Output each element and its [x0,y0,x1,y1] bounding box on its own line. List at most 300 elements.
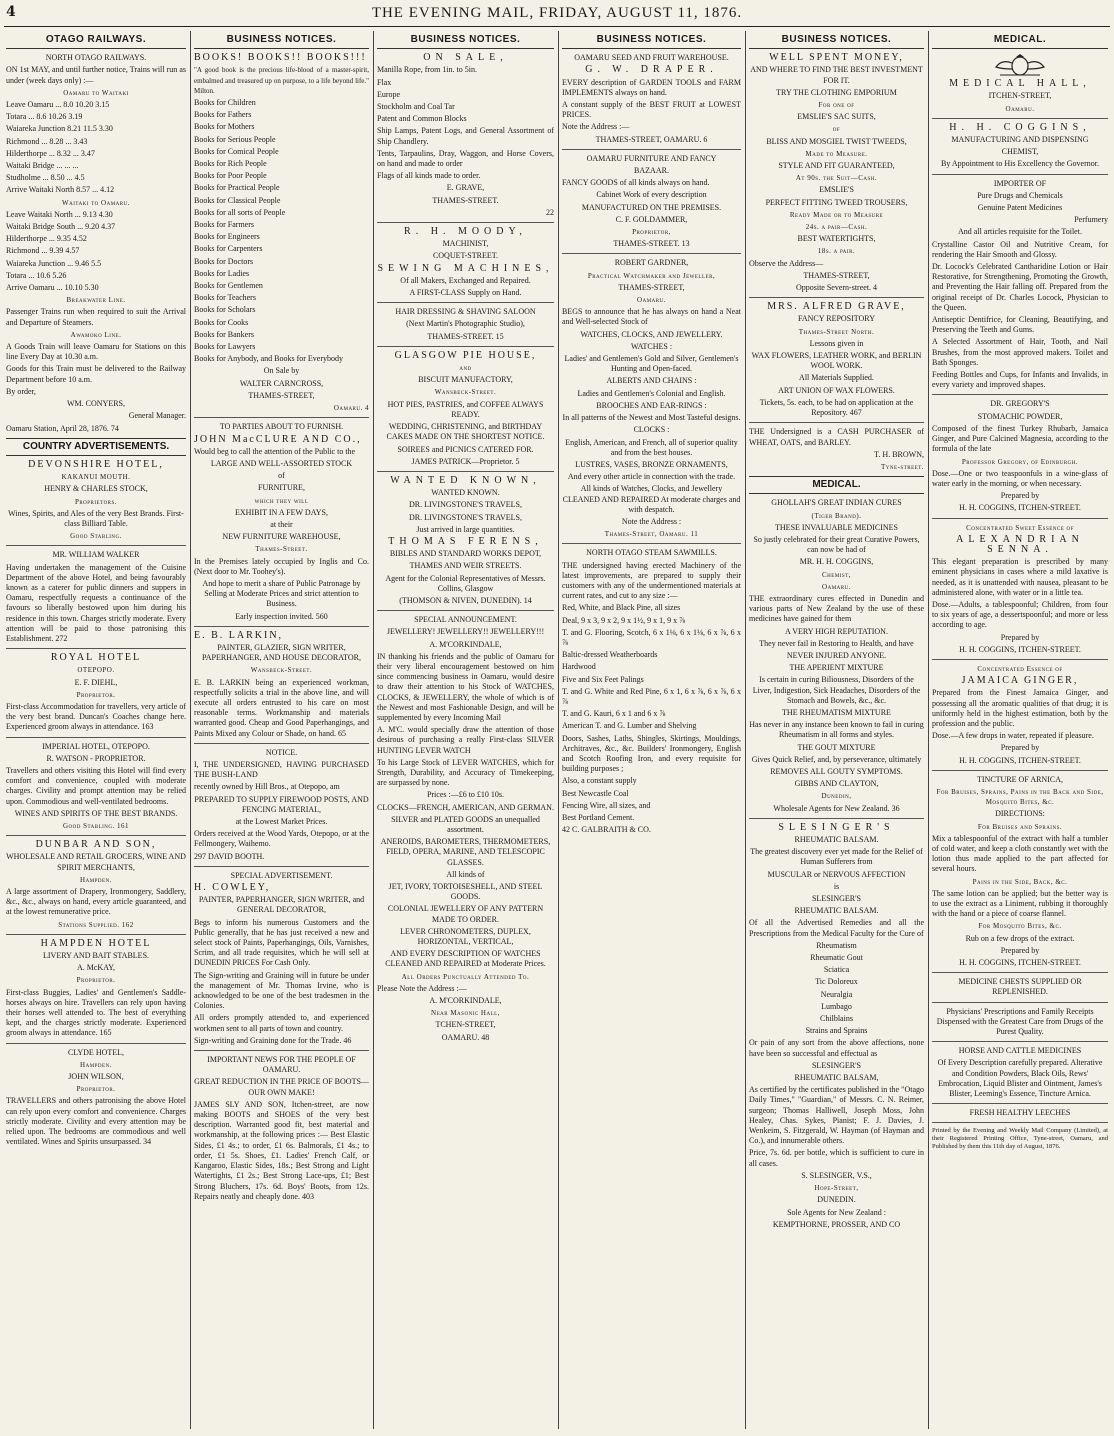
list-item: Books for Engineers [194,232,260,242]
ad-heading: DIRECTIONS: [995,809,1045,819]
column-medical [932,31,1108,1429]
ad-subtitle: WANTED KNOWN. [431,488,500,498]
ad-body: BEGS to announce that he has always on hand a Neat and Well-selected Stock of [562,307,741,327]
section-header: MEDICAL. [749,476,924,494]
ad-body: RHEUMATIC BALSAM, [794,1073,879,1083]
ad-body: WEDDING, CHRISTENING, and BIRTHDAY CAKES MADE ON THE SHORTEST NOTICE. [386,422,545,442]
ad-body: THE RHEUMATISM MIXTURE [782,707,891,717]
ad-role: Chemist, [821,570,852,579]
ad-body: To his Large Stock of LEVER WATCHES, which for Strength, Durability, and Accuracy of Timekeeping, are surpassed by none. [377,757,554,788]
ad-name: C. F. GOLDAMMER, [615,214,688,224]
line-title: Breakwater Line. [66,296,126,305]
timetable-row: Studholme ... 8.50 ... 4.5 [6,173,85,183]
ad-body: Has never in any instance been known to fail in curing Rheumatism in all forms and styles. [749,720,924,740]
ad-body: Note the Address :— [562,122,630,132]
paragraph: A Goods Train will leave Oamaru for Stations on this line Every Day at 10.30 a.m. [6,342,186,362]
ad-address: OAMARU. 48 [441,1032,490,1042]
line-title: Awamoko Line. [70,330,122,339]
ad-body: SILVER and PLATED GOODS an unequalled assortment. [391,814,540,834]
list-item: Books for Gentlemen [194,281,263,291]
ad-body: RHEUMATIC BALSAM. [794,906,879,916]
ad-note: Good Stabling. [70,532,122,541]
ad-title: GHOLLAH'S GREAT INDIAN CURES [771,498,902,508]
ad-address: Opposite Severn-street. 4 [795,283,878,293]
list-item: A Selected Assortment of Hair, Tooth, and Nail Brushes, from the most approved makers. Toilet and Bath Sponges. [932,337,1108,367]
ad-title: GREAT REDUCTION IN THE PRICE OF BOOTS—OUR OWN MAKE! [194,1077,369,1097]
ad-body: Prepared by [1000,632,1040,642]
ad-body: Gives Quick Relief, and, by perseverance, ultimately [751,754,922,764]
ad-body: So justly celebrated for their great Curative Powers, can now be had of [753,534,920,555]
list-item: Hardwood [562,662,596,672]
ad-body: SLESINGER'S [811,894,861,904]
paragraph: Passenger Trains run when required to suit the Arrival and Departure of Steamers. [6,307,186,327]
ad-body: Cabinet Work of every description [596,190,707,200]
ad-signature: JAMES PATRICK—Proprietor. 5 [411,456,520,466]
ad-body: TRY THE CLOTHING EMPORIUM [776,87,897,97]
list-item: Tic Doloreux [815,977,858,987]
route-title: Oamaru to Waitaki [63,88,129,97]
ad-title: MEDICAL HALL, [949,78,1091,90]
list-item: Books for Serious People [194,134,276,144]
ad-body: BROOCHES AND EAR-RINGS : [596,400,707,410]
section-header: BUSINESS NOTICES. [194,31,369,49]
ad-body: ART UNION OF WAX FLOWERS. [778,385,895,395]
list-item: Books for all sorts of People [194,207,286,217]
section-header: COUNTRY ADVERTISEMENTS. [6,438,186,456]
timetable-row: Leave Waitaki North ... 9.13 4.30 [6,209,113,219]
timetable-row: Waiareka Junction 8.21 11.5 3.30 [6,124,113,134]
ad-title: FRESH HEALTHY LEECHES [969,1108,1071,1118]
timetable-row: Richmond ... 8.28 ... 3.43 [6,136,88,146]
ad-body: In all patterns of the Newest and Most Tasteful designs. [562,413,741,423]
ad-body: EMSLIE'S [819,185,854,195]
ad-body: WATCHES, CLOCKS, AND JEWELLERY. [580,329,723,339]
ad-body: ALBERTS AND CHAINS : [606,376,697,386]
ad-body: All kinds of Watches, Clocks, and Jewellery CLEANED AND REPAIRED At moderate charges and with despatch. [562,484,741,514]
timetable-row: Waitaki Bridge South ... 9.20 4.37 [6,222,116,232]
ad-subtitle: PAINTER, PAPERHANGER, SIGN WRITER, and GENERAL DECORATOR, [198,895,365,915]
ad-body: EVERY description of GARDEN TOOLS and FARM IMPLEMENTS always on hand. [562,77,741,97]
ad-address: THAMES-STREET, [248,390,315,400]
timetable-row: Hilderthorpe ... 8.32 ... 3.47 [6,148,95,158]
ad-subtitle: OTEPOPO. [77,666,115,675]
list-item: T. and G. White and Red Pine, 6 x 1, 6 x ⅞, 6 x ⅞, 6 x ⅞ [562,686,741,706]
page-number: 4 [6,4,16,20]
timetable-row: Arrive Waitaki North 8.57 ... 4.12 [6,185,115,195]
ad-title: DEVONSHIRE HOTEL, [28,458,164,470]
ad-body: Orders received at the Wood Yards, Otepopo, or at the Fellmongery, Waihemo. [194,829,369,849]
ad-address: TCHEN-STREET, [435,1020,496,1030]
timetable-up [6,210,186,293]
ad-body: Note the Address : [621,516,682,526]
ad-body: On Sale by [263,366,300,376]
ad-address: THAMES-STREET, [803,270,870,280]
ad-signature: S. SLESINGER, V.S., [801,1170,872,1180]
list-item: Books for Cooks [194,317,249,327]
timetable-row: Waitaki Bridge ... ... ... [6,161,79,171]
ad-body: Of all Makers, Exchanged and Repaired. [400,275,531,285]
imprint: Printed by the Evening and Weekly Mail Company (Limited), at their Registered Printing Office, Tyne-street, Oamaru, and Published by them this 11th day of August, 1876. [932,1127,1108,1151]
column-business-notices-3 [562,31,741,1429]
ad-body: Prepared by [1000,945,1040,955]
ad-body: 18s. a pair. [817,247,856,256]
section-header: BUSINESS NOTICES. [562,31,741,49]
list-item: Crystalline Castor Oil and Nutritive Cream, for rendering the Hair Smooth and Glossy. [932,239,1108,259]
ad-body: Composed of the finest Turkey Rhubarb, Jamaica Ginger, and Pure Calcined Magnesia, according to the formula of the late [932,423,1108,454]
ad-body: Just arrived in large quantities. [416,524,515,534]
ad-subtitle: KAKANUI MOUTH. [61,473,131,482]
ad-subtitle: WHOLESALE AND RETAIL GROCERS, WINE AND SPIRIT MERCHANTS, [6,852,186,872]
ad-address: Hope-Street, [814,1184,859,1193]
ad-title: I, THE UNDERSIGNED, HAVING PURCHASED THE BUSH-LAND [194,759,369,780]
column-business-notices-2 [377,31,554,1429]
ad-subtitle: BAZAAR. [634,166,669,176]
ad-location: Oamaru. [637,296,666,305]
ad-body: Please Note the Address :— [377,983,467,993]
section-header: MEDICAL. [932,31,1108,49]
ad-title: HAIR DRESSING & SHAVING SALOON [395,307,536,317]
list-item: Books for Rich People [194,159,267,169]
ad-body: which they will [254,496,309,505]
ad-signature: 297 DAVID BOOTH. [194,851,265,861]
sale-list [377,65,554,181]
column-business-notices-4 [749,31,924,1429]
ad-name: G. W. DRAPER. [585,64,718,76]
ad-role: Proprietor. [76,690,116,699]
ad-body: Dose.—Adults, a tablespoonful; Children, from four to six years of age, a dessertspoonful; and more or less according to age. [932,599,1108,630]
timetable-row: Hilderthorpe ... 9.35 4.52 [6,234,87,244]
ad-body: A. M'C. would specially draw the attention of those desirous of purchasing a really First-class SILVER HUNTING LEVER WATCH [377,725,554,755]
ad-title: JAMAICA GINGER, [961,675,1079,687]
ad-body: CLOCKS—FRENCH, AMERICAN, AND GERMAN. [377,802,554,812]
ad-heading: SPECIAL ANNOUNCEMENT. [414,615,517,625]
column-divider [928,31,929,1429]
ad-role: Proprietors. [74,497,118,506]
ad-subtitle: LIVERY AND BAIT STABLES. [42,951,150,961]
ad-body: STYLE AND FIT GUARANTEED, [778,161,895,171]
ad-body: As certified by the certificates published in the "Otago Daily Times," "Guardian," of Messrs. C. N. Reimer, surgeon; Thomas Halliwell, Joseph Moss, John Healey, Chas. Sykes, Pianist; F. J. Davies, J. Wenkeim, S. Fitzgerald, W. Hayman (of Hayman and Co.), and innumerable others. [749,1085,924,1146]
ad-title: ALEXANDRIAN SENNA. [956,533,1084,555]
ad-address: Tyne-street. [881,462,924,471]
list-item: Flags of all kinds made to order. [377,171,481,181]
ad-address: THAMES-STREET, OAMARU. 6 [595,134,708,144]
signature-role: General Manager. [128,411,186,421]
column-otago-railways [6,31,186,1429]
ad-role: Proprietor. [76,976,116,985]
ad-title: TINCTURE OF ARNICA, [976,774,1063,784]
ad-body: THESE INVALUABLE MEDICINES [775,522,898,532]
list-item: Baltic-dressed Weatherboards [562,650,658,660]
list-item: T. and G. Kauri, 6 x 1 and 6 x ⅞ [562,709,666,719]
ad-signature: H. H. COGGINS, ITCHEN-STREET. [959,644,1081,654]
timetable-row: Leave Oamaru ... 8.0 10.20 3.15 [6,100,110,110]
ad-body: PREPARED TO SUPPLY FIREWOOD POSTS, AND FENCING MATERIAL, [194,794,369,814]
ad-title: MEDICINE CHESTS SUPPLIED OR REPLENISHED. [958,977,1082,997]
ad-body: THE GOUT MIXTURE [797,742,876,752]
ad-body: All orders promptly attended to, and experienced workmen sent to all parts of town and country. [194,1013,369,1033]
ad-name: E. GRAVE, [446,183,485,193]
ad-body: And hope to merit a share of Public Patronage by Selling at Moderate Prices and strict attention to Business. [202,578,361,609]
ad-body: In the Premises lately occupied by Inglis and Co. (Next door to Mr. Toohey's). [194,556,369,576]
list-item: Patent and Common Blocks [377,114,467,124]
ad-title: OAMARU SEED AND FRUIT WAREHOUSE. [574,53,729,63]
list-item: Rheumatic Gout [810,953,863,963]
ad-body: A constant supply of the BEST FRUIT at LOWEST PRICES. [562,100,741,120]
ad-body: Sign-writing and Graining done for the Trade. 46 [194,1035,352,1045]
ad-signature: H. H. COGGINS, ITCHEN-STREET. [959,958,1081,968]
ad-address: THAMES-STREET. 13 [613,239,690,249]
ad-subtitle: For Bruises, Sprains, Pains in the Back and Side, Mosquito Bites, &c. [936,787,1104,807]
list-item: Chilblains [820,1014,853,1024]
royal-crest-icon [932,53,1108,77]
ad-body: Travellers and others visiting this Hotel will find every comfort and convenience, coupled with moderate charges. Civility and prompt attention may be relied upon. Commodious and well-ventilated bedrooms. [6,765,186,806]
ad-body: AND EVERY DESCRIPTION OF WATCHES CLEANED AND REPAIRED at Moderate Prices. [385,949,546,969]
dateline: Oamaru Station, April 28, 1876. 74 [6,423,119,433]
list-item: Books for Ladies [194,268,250,278]
ad-heading: Concentrated Essence of [977,664,1063,673]
list-item: Books for Classical People [194,195,281,205]
ad-subtitle: BIBLES AND STANDARD WORKS DEPOT, [389,549,542,559]
ad-title: SLESINGER'S [778,821,895,833]
ad-body: FURNITURE, [258,483,305,493]
list-item: Fencing Wire, all sizes, and [562,800,651,810]
ad-title: DUNBAR AND SON, [35,839,157,851]
ad-body: And every other article in connection with the trade. [567,472,736,482]
ad-body: Wines, Spirits, and Ales of the very Best Brands. First-class Billiard Table. [8,508,184,528]
list-item: Ship Lamps, Patent Logs, and General Assortment of Ship Chandlery. [377,126,554,146]
ad-address: Thames-Street North. [798,327,875,336]
ad-name: THOMAS FERENS, [388,535,543,547]
ad-name: JOHN WILSON, [68,1072,124,1082]
ad-title: BOOKS! BOOKS!! BOOKS!!! [194,52,367,64]
ad-body: COLONIAL JEWELLERY OF ANY PATTERN MADE TO ORDER. [387,904,544,924]
ad-title: MR. WILLIAM WALKER [52,550,140,560]
ad-body: EMSLIE'S SAC SUITS, [797,112,876,122]
ad-name: A. McKAY, [76,963,115,973]
ad-body: REMOVES ALL GOUTY SYMPTOMS. [770,766,903,776]
ad-body: and [459,364,472,373]
ad-body: 24s. a pair—Cash. [805,223,868,232]
list-item: Books for Poor People [194,171,267,181]
ad-body: Genuine Patent Medicines [977,203,1063,213]
ad-body: Prepared by [1000,743,1040,753]
ad-note: Good Stabling. 161 [62,822,130,830]
ad-subtitle: Practical Watchmaker and Jeweller, [587,271,716,280]
ad-address: THAMES-STREET. [432,195,499,205]
list-item: Books for Carpenters [194,244,263,254]
ad-body: of [278,471,285,481]
ad-title: CLYDE HOTEL, [67,1047,125,1057]
ad-body: They never fail in Restoring to Health, and have [759,638,914,648]
ad-body: Dose.—One or two teaspoonfuls in a wine-glass of water early in the morning, or when necessary. [932,468,1108,488]
route-title: Waitaki to Oamaru. [62,198,130,207]
ad-body: NEW FURNITURE WAREHOUSE, [222,532,341,542]
ad-body: Wholesale Agents for New Zealand. 36 [773,803,900,813]
list-item: Europe [377,89,401,99]
ad-title: H. H. COGGINS, [949,121,1091,133]
ad-role: Proprietor. [76,1085,116,1094]
ad-body: Perfumery [1074,215,1108,225]
ad-heading: Pains in the Side, Back, &c. [972,877,1068,886]
ad-body: DR. LIVINGSTONE'S TRAVELS, [408,500,522,510]
ad-name: R. WATSON - PROPRIETOR. [46,753,146,763]
ad-name: GIBBS AND CLAYTON, [794,779,879,789]
ad-body: THE Undersigned is a CASH PURCHASER of WHEAT, OATS, and BARLEY. [749,427,924,447]
ad-body: Early inspection invited. 560 [235,611,328,621]
ad-heading: For Bruises and Sprains. [977,822,1063,831]
toilet-products-list [932,240,1108,391]
column-business-notices-1 [194,31,369,1429]
ad-title: IMPERIAL HOTEL, OTEPOPO. [42,741,150,751]
paragraph: By order, [6,386,36,396]
ad-role: Proprietor, [632,228,671,237]
ad-body: Dose.—A few drops in water, repeated if pleasure. [932,731,1094,741]
ad-title: MRS. ALFRED GRAVE, [767,301,906,313]
ad-body: WAX FLOWERS, LEATHER WORK, and BERLIN WOOL WORK. [751,351,922,371]
ad-address: Thames-Street, Oamaru. 11 [604,530,699,539]
ad-body: Rub on a few drops of the extract. [965,933,1075,943]
section-header: OTAGO RAILWAYS. [6,31,186,49]
ad-location: Dunedin, [821,792,852,801]
section-header: BUSINESS NOTICES. [377,31,554,49]
ailments-list [749,941,924,1037]
ad-title: ROYAL HOTEL [50,652,142,664]
ad-body: First-class Buggies, Ladies' and Gentlemen's Saddle-horses always on hire. Travellers can rely upon having their horses well attended to. The best of everything kept, and the charges strictly moderate. Experienced groom always in attendance. 165 [6,987,186,1038]
ad-body: EXHIBIT IN A FEW DAYS, [235,507,328,517]
ad-body: Observe the Address— [749,258,824,268]
ad-body: JET, IVORY, TORTOISESHELL, AND STEEL GOODS. [388,882,543,902]
list-item: Books for Lawyers [194,342,256,352]
sawmill-list [562,603,741,823]
ad-address: COQUET-STREET. [432,251,499,261]
crest-graphic [990,53,1050,77]
ad-body: ANEROIDS, BAROMETERS, THERMOMETERS, FIELD, OPERA, MARINE, AND TELESCOPIC GLASSES. [380,837,551,867]
ad-subtitle: BISCUIT MANUFACTORY, [418,375,513,385]
list-item: Books for Doctors [194,256,254,266]
ad-name: MR. H. H. COGGINS, [799,557,874,567]
ad-number: 22 [546,207,554,217]
ad-body: All kinds of [446,869,485,879]
ad-body: LEVER CHRONOMETERS, DUPLEX, HORIZONTAL, VERTICAL, [400,926,531,947]
list-item: Neuralgia [820,989,853,999]
ad-body: TRAVELLERS and others patronising the above Hotel can rely upon every comfort and convenience. Charges strictly moderate. Civility and every attention may be relied upon. The bedrooms are commodious and well ventilated. Wines and Spirits unsurpassed. 34 [6,1096,186,1147]
ad-signature: 42 C. GALBRAITH & CO. [562,825,651,835]
list-item: Tents, Tarpaulins, Dray, Waggon, and Horse Covers, on hand and made to order [377,148,554,169]
list-item: Doors, Sashes, Laths, Shingles, Skirtings, Mouldings, Architraves, &c., &c. Builders' Ironmongery, English and Scotch Roofing Iron, and every requisite for building purposes ; [562,733,741,774]
ad-body: Of Every Description carefully prepared. Alterative and Condition Powders, Black Oils, Rews' Embrocation, Liquid Blister and Ointment, James's Blister, Leeming's Essence, Tincture Arnica. [937,1058,1103,1099]
ad-title: R. H. MOODY, [404,226,527,238]
list-item: Rheumatism [816,940,857,950]
ad-address: THAMES-STREET. 15 [427,331,504,341]
ad-title: JOHN MacCLURE AND CO., [194,433,362,445]
list-item: Books for Teachers [194,293,256,303]
ad-quote: "A good book is the precious life-blood of a master-spirit, embalmed and treasured up on purpose, to a life beyond life." Milton. [194,66,369,95]
list-item: Manilla Rope, from 1in. to 5in. [377,65,477,75]
ad-body: CLOCKS : [633,425,670,435]
ad-location: Hampden. [80,1060,112,1069]
ad-body: DR. LIVINGSTONE'S TRAVELS, [408,512,522,522]
ad-address: Wansbeck-Street. [250,666,313,675]
list-item: Books for Mothers [194,122,255,132]
ad-location: Oamaru. [822,582,851,591]
ad-body: Prepared from the Finest Jamaica Ginger, and possessing all the aromatic qualities of that drug; it is uniformly held in the highest estimation, both by the profession and the public. [932,688,1108,728]
list-item: Feeding Bottles and Cups, for Infants and Invalids, in every variety and improved shapes. [932,370,1108,390]
ad-address: Near Masonic Hall, [431,1009,500,1018]
ad-body: NEVER INJURED ANYONE. [786,650,887,660]
ad-title: ROBERT GARDNER, [614,258,689,268]
ad-name: A. M'CORKINDALE, [429,639,502,649]
section-header: BUSINESS NOTICES. [749,31,924,49]
ad-subtitle: FANCY REPOSITORY [798,314,875,324]
ad-signature: H. H. COGGINS, ITCHEN-STREET. [959,755,1081,765]
list-item: Strains and Sprains [805,1026,868,1036]
ad-body: SEWING MACHINES, [377,262,554,274]
ad-title: JEWELLERY! JEWELLERY!! JEWELLERY!!! [386,627,545,637]
timetable-down [6,100,186,196]
ad-signature: T. H. BROWN, [874,449,924,459]
ad-body: Thames-Street. [255,545,308,554]
ad-body: A VERY HIGH REPUTATION. [785,626,888,636]
ad-body: A FIRST-CLASS Supply on Hand. [409,288,522,298]
ad-heading: IMPORTER OF [993,178,1047,188]
ad-subtitle: AND WHERE TO FIND THE BEST INVESTMENT FOR IT. [750,65,923,85]
signature: WM. CONYERS, [66,399,125,409]
ad-heading: NOTICE. [265,747,298,757]
list-item: Books for Fathers [194,110,252,120]
ad-body: BLISS AND MOSGIEL TWIST TWEEDS, [766,136,907,146]
list-item: American T. and G. Lumber and Shelving [562,721,697,731]
ad-body: BEST WATERTIGHTS, [797,234,876,244]
timetable-row: Richmond ... 9.39 4.57 [6,246,80,256]
ad-body: KEMPTHORNE, PROSSER, AND CO [772,1219,901,1229]
ad-heading: SPECIAL ADVERTISEMENT. [230,870,333,880]
column-divider [558,31,559,1429]
list-item: Books for Children [194,98,256,108]
books-list [194,98,369,352]
ad-body: Prices :—£6 to £10 10s. [426,790,505,800]
ad-name: WALTER CARNCROSS, [239,378,324,388]
list-item: Books for Practical People [194,183,280,193]
ad-subtitle: RHEUMATIC BALSAM. [794,835,879,844]
ad-body: Made to Measure. [805,149,868,158]
ad-body: SOIREES and PICNICS CATERED FOR. [397,444,534,454]
ad-body: PERFECT FITTING TWEED TROUSERS, [765,197,908,207]
ad-body: E. B. LARKIN being an experienced workman, respectfully solicits a trial in the above line, and will execute all orders entrusted to his care on most reasonable terms. Workmanship and materials warranted good. Cheap and Good Paperhangings, and Paints Mixed any Colour or Shade, on hand. 65 [194,677,369,738]
ad-subtitle: STOMACHIC POWDER, [977,411,1063,421]
list-item: Also, a constant supply [562,776,637,786]
list-item: Five and Six Feet Palings [562,674,644,684]
ad-body: By Appointment to His Excellency the Governor. [941,159,1099,169]
ad-title: ON SALE, [423,52,508,64]
ad-body: And all articles requisite for the Toilet. [958,227,1082,237]
ad-title: WELL SPENT MONEY, [769,52,904,64]
ad-body: Of all the Advertised Remedies and all the Prescriptions from the Medical Faculty for the Cure of [749,918,924,938]
ad-body: Ladies and Gentlemen's Colonial and English. [577,388,726,398]
ad-body: This elegant preparation is prescribed by many eminent physicians in cases where a mild laxative is needed, as it is unattended with nausea, pleasant to be administered alone, with water or in a little tea. [932,557,1108,597]
ad-address: THAMES-STREET, [618,282,685,292]
ad-body: THE APERIENT MIXTURE [789,663,884,673]
column-divider [745,31,746,1429]
ad-location: Hampden. [80,875,112,884]
paragraph: Goods for this Train must be delivered to the Railway Department before 10 a.m. [6,364,186,384]
ad-body: LARGE AND WELL-ASSORTED STOCK [210,458,353,468]
ad-body: FANCY GOODS of all kinds always on hand. [562,178,710,188]
ad-body: Or pain of any sort from the above affections, none have been so successful and effectual as [749,1038,924,1058]
ad-body: Prepared by [1000,491,1040,501]
ad-title: HAMPDEN HOTEL [40,937,152,949]
list-item: T. and G. Flooring, Scotch, 6 x 1⅛, 6 x 1⅛, 6 x ⅞, 6 x ⅞ [562,627,741,647]
ad-body: Physicians' Prescriptions and Family Receipts Dispensed with the Greatest Care from Drugs of the Purest Quality. [936,1006,1104,1037]
